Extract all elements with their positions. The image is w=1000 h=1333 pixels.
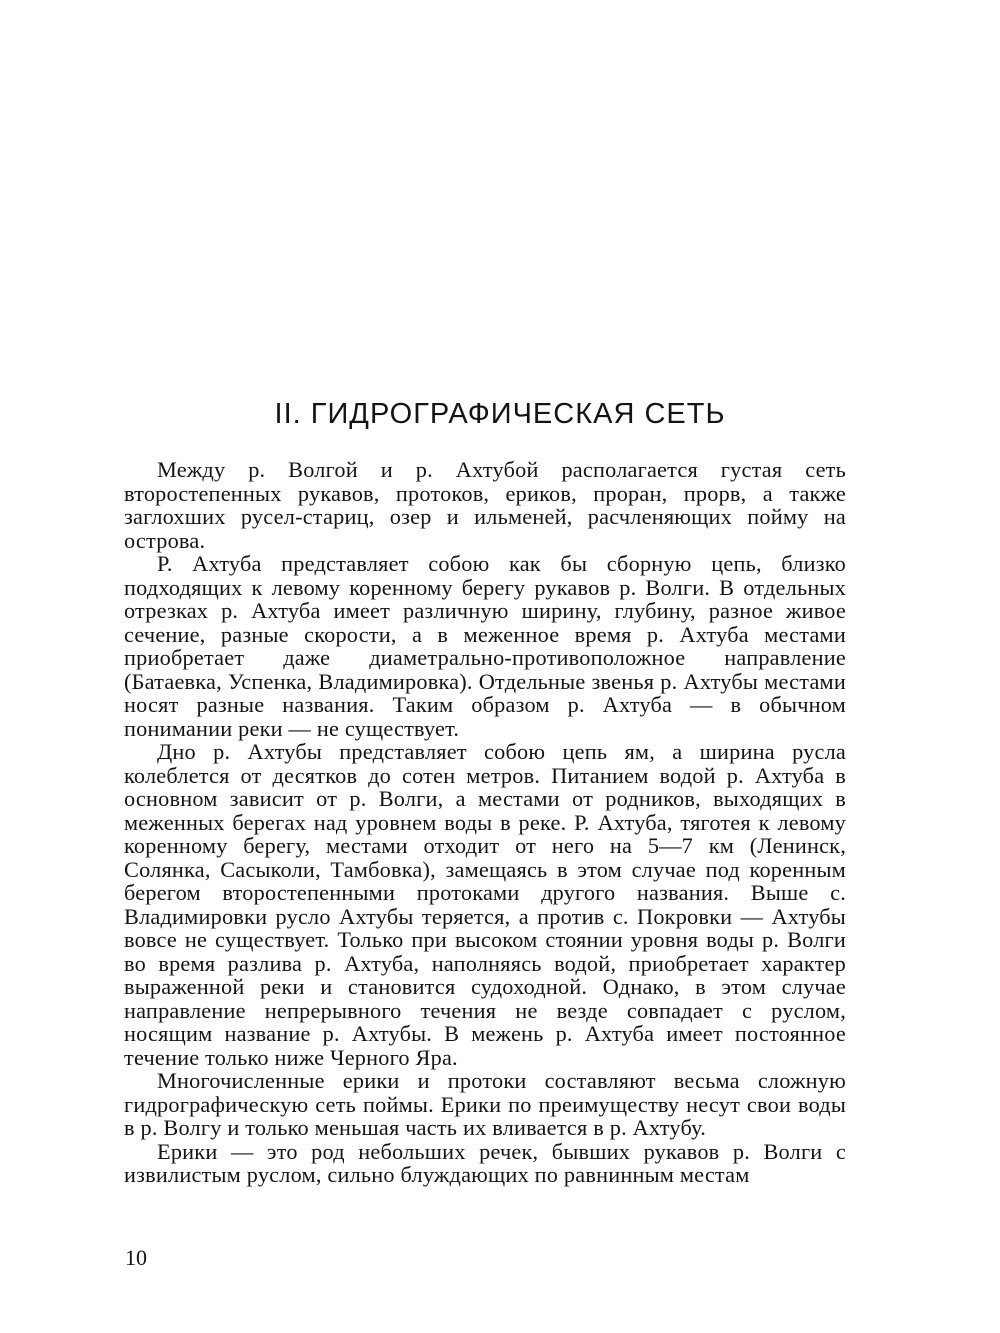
- paragraph: Многочисленные ерики и протоки составляют весьма сложную гидрографическую сеть поймы. Ерики по преимуществу несут свои воды в р. Волгу и только меньшая часть их вливается в р. Ахтубу.: [124, 1068, 846, 1140]
- paragraph: Между р. Волгой и р. Ахтубой располагается густая сеть второстепенных рукавов, протоков, ериков, проран, прорв, а также заглохших русел-стариц, озер и ильменей, расчленяющих пойму на острова.: [124, 457, 846, 553]
- chapter-title: II. ГИДРОГРАФИЧЕСКАЯ СЕТЬ: [274, 398, 726, 430]
- page-number: 10: [125, 1245, 147, 1270]
- paragraph: Ерики — это род небольших речек, бывших рукавов р. Волги с извилистым руслом, сильно блуждающих по равнинным местам: [124, 1138, 846, 1187]
- body-text: [124, 458, 846, 1187]
- paragraph: Дно р. Ахтубы представляет собою цепь ям, а ширина русла колеблется от десятков до сотен метров. Питанием водой р. Ахтуба в основном зависит от р. Волги, а местами от родников, выходящих в меженных берегах над уровнем воды в реке. Р. Ахтуба, тяготея к левому коренному берегу, местами отходит от него на 5—7 км (Ленинск, Солянка, Сасыколи, Тамбовка), замещаясь в этом случае под коренным берегом второстепенными протоками другого названия. Выше с. Владимировки русло Ахтубы теряется, а против с. Покровки — Ахтубы вовсе не существует. Только при высоком стоянии уровня воды р. Волги во время разлива р. Ахтуба, наполняясь водой, приобретает характер выраженной реки и становится судоходной. Однако, в этом случае направление непрерывного течения не везде совпадает с руслом, носящим название р. Ахтубы. В межень р. Ахтуба имеет постоянное течение только ниже Черного Яра.: [124, 739, 846, 1070]
- paragraph: Р. Ахтуба представляет собою как бы сборную цепь, близко подходящих к левому коренному берегу рукавов р. Волги. В отдельных отрезках р. Ахтуба имеет различную ширину, глубину, разное живое сечение, разные скорости, а в меженное время р. Ахтуба местами приобретает даже диаметрально-противоположное направление (Батаевка, Успенка, Владимировка). Отдельные звенья р. Ахтубы местами носят разные названия. Таким образом р. Ахтуба — в обычном понимании реки — не существует.: [124, 551, 846, 741]
